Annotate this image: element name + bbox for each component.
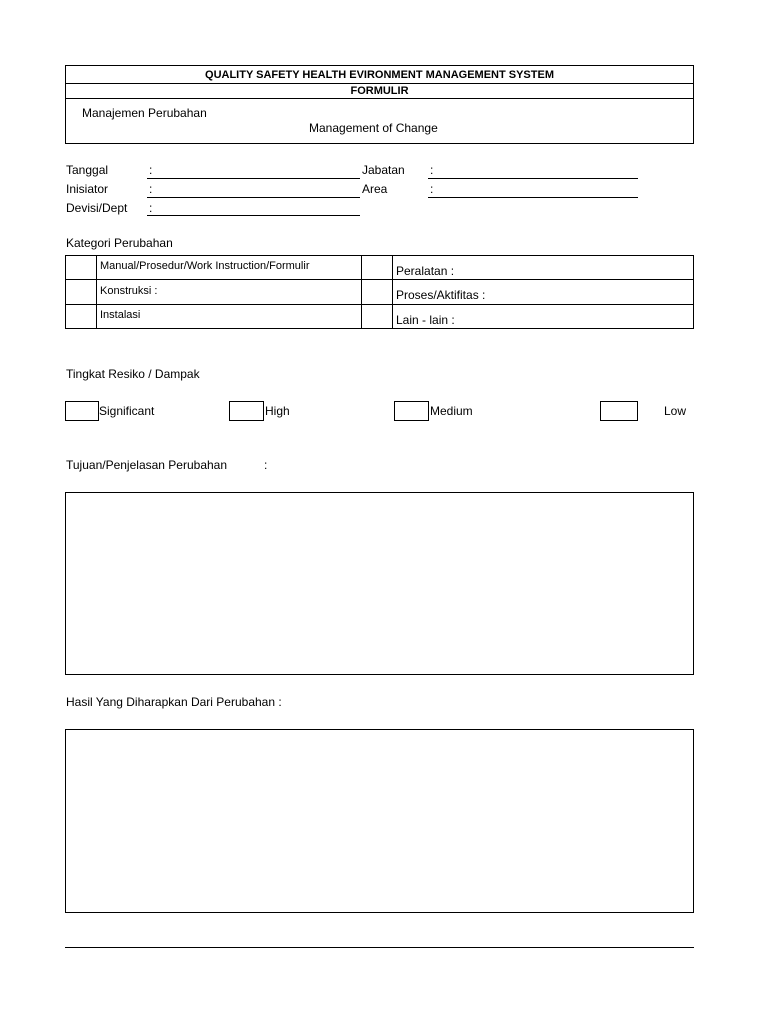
tujuan-textarea[interactable] xyxy=(65,492,694,675)
kategori-checkbox-instalasi[interactable] xyxy=(66,305,96,328)
label-area: Area xyxy=(362,182,388,196)
colon-jabatan: : xyxy=(430,163,434,177)
colon-tanggal: : xyxy=(149,163,153,177)
label-jabatan: Jabatan xyxy=(362,163,405,177)
colon-divisi: : xyxy=(149,201,153,215)
risk-checkbox-medium[interactable] xyxy=(394,401,429,421)
risk-label-high: High xyxy=(265,404,290,418)
risk-label-significant: Significant xyxy=(99,404,155,418)
kategori-checkbox-manual[interactable] xyxy=(66,256,96,279)
field-inisiator[interactable] xyxy=(147,197,360,198)
label-tanggal: Tanggal xyxy=(66,163,109,177)
field-tanggal[interactable] xyxy=(147,178,360,179)
field-divisi[interactable] xyxy=(147,215,360,216)
kategori-col-divider-1 xyxy=(96,255,97,329)
header-subtitle: FORMULIR xyxy=(350,85,409,97)
tujuan-colon: : xyxy=(264,458,268,472)
kategori-item-proses: Proses/Aktifitas : xyxy=(396,288,486,302)
risk-checkbox-low[interactable] xyxy=(600,401,638,421)
hasil-label: Hasil Yang Diharapkan Dari Perubahan : xyxy=(66,695,282,709)
kategori-checkbox-konstruksi[interactable] xyxy=(66,280,96,304)
colon-area: : xyxy=(430,182,434,196)
footer-divider xyxy=(65,947,694,948)
kategori-item-konstruksi: Konstruksi : xyxy=(100,285,158,297)
risk-heading: Tingkat Resiko / Dampak xyxy=(66,367,200,381)
risk-label-medium: Medium xyxy=(430,404,473,418)
colon-inisiator: : xyxy=(149,182,153,196)
risk-checkbox-significant[interactable] xyxy=(65,401,99,421)
kategori-checkbox-lain[interactable] xyxy=(362,305,392,328)
kategori-heading: Kategori Perubahan xyxy=(66,236,173,250)
label-inisiator: Inisiator xyxy=(66,182,109,196)
kategori-item-lain: Lain - lain : xyxy=(396,313,455,327)
kategori-checkbox-peralatan[interactable] xyxy=(362,256,392,279)
kategori-item-peralatan: Peralatan : xyxy=(396,264,455,278)
header-divider-2 xyxy=(65,98,694,99)
tujuan-label: Tujuan/Penjelasan Perubahan xyxy=(66,458,228,472)
header-title: QUALITY SAFETY HEALTH EVIRONMENT MANAGEMENT SYSTEM xyxy=(205,69,554,81)
risk-checkbox-high[interactable] xyxy=(229,401,264,421)
risk-label-low: Low xyxy=(664,404,687,418)
header-right-label: Management of Change xyxy=(309,121,438,135)
label-divisi: Devisi/Dept xyxy=(66,201,128,215)
kategori-item-manual: Manual/Prosedur/Work Instruction/Formulir xyxy=(100,260,310,272)
header-left-label: Manajemen Perubahan xyxy=(82,106,207,120)
kategori-checkbox-proses[interactable] xyxy=(362,280,392,304)
hasil-textarea[interactable] xyxy=(65,729,694,913)
field-area[interactable] xyxy=(428,197,638,198)
kategori-item-instalasi: Instalasi xyxy=(100,309,141,321)
field-jabatan[interactable] xyxy=(428,178,638,179)
kategori-col-divider-3 xyxy=(392,255,393,329)
